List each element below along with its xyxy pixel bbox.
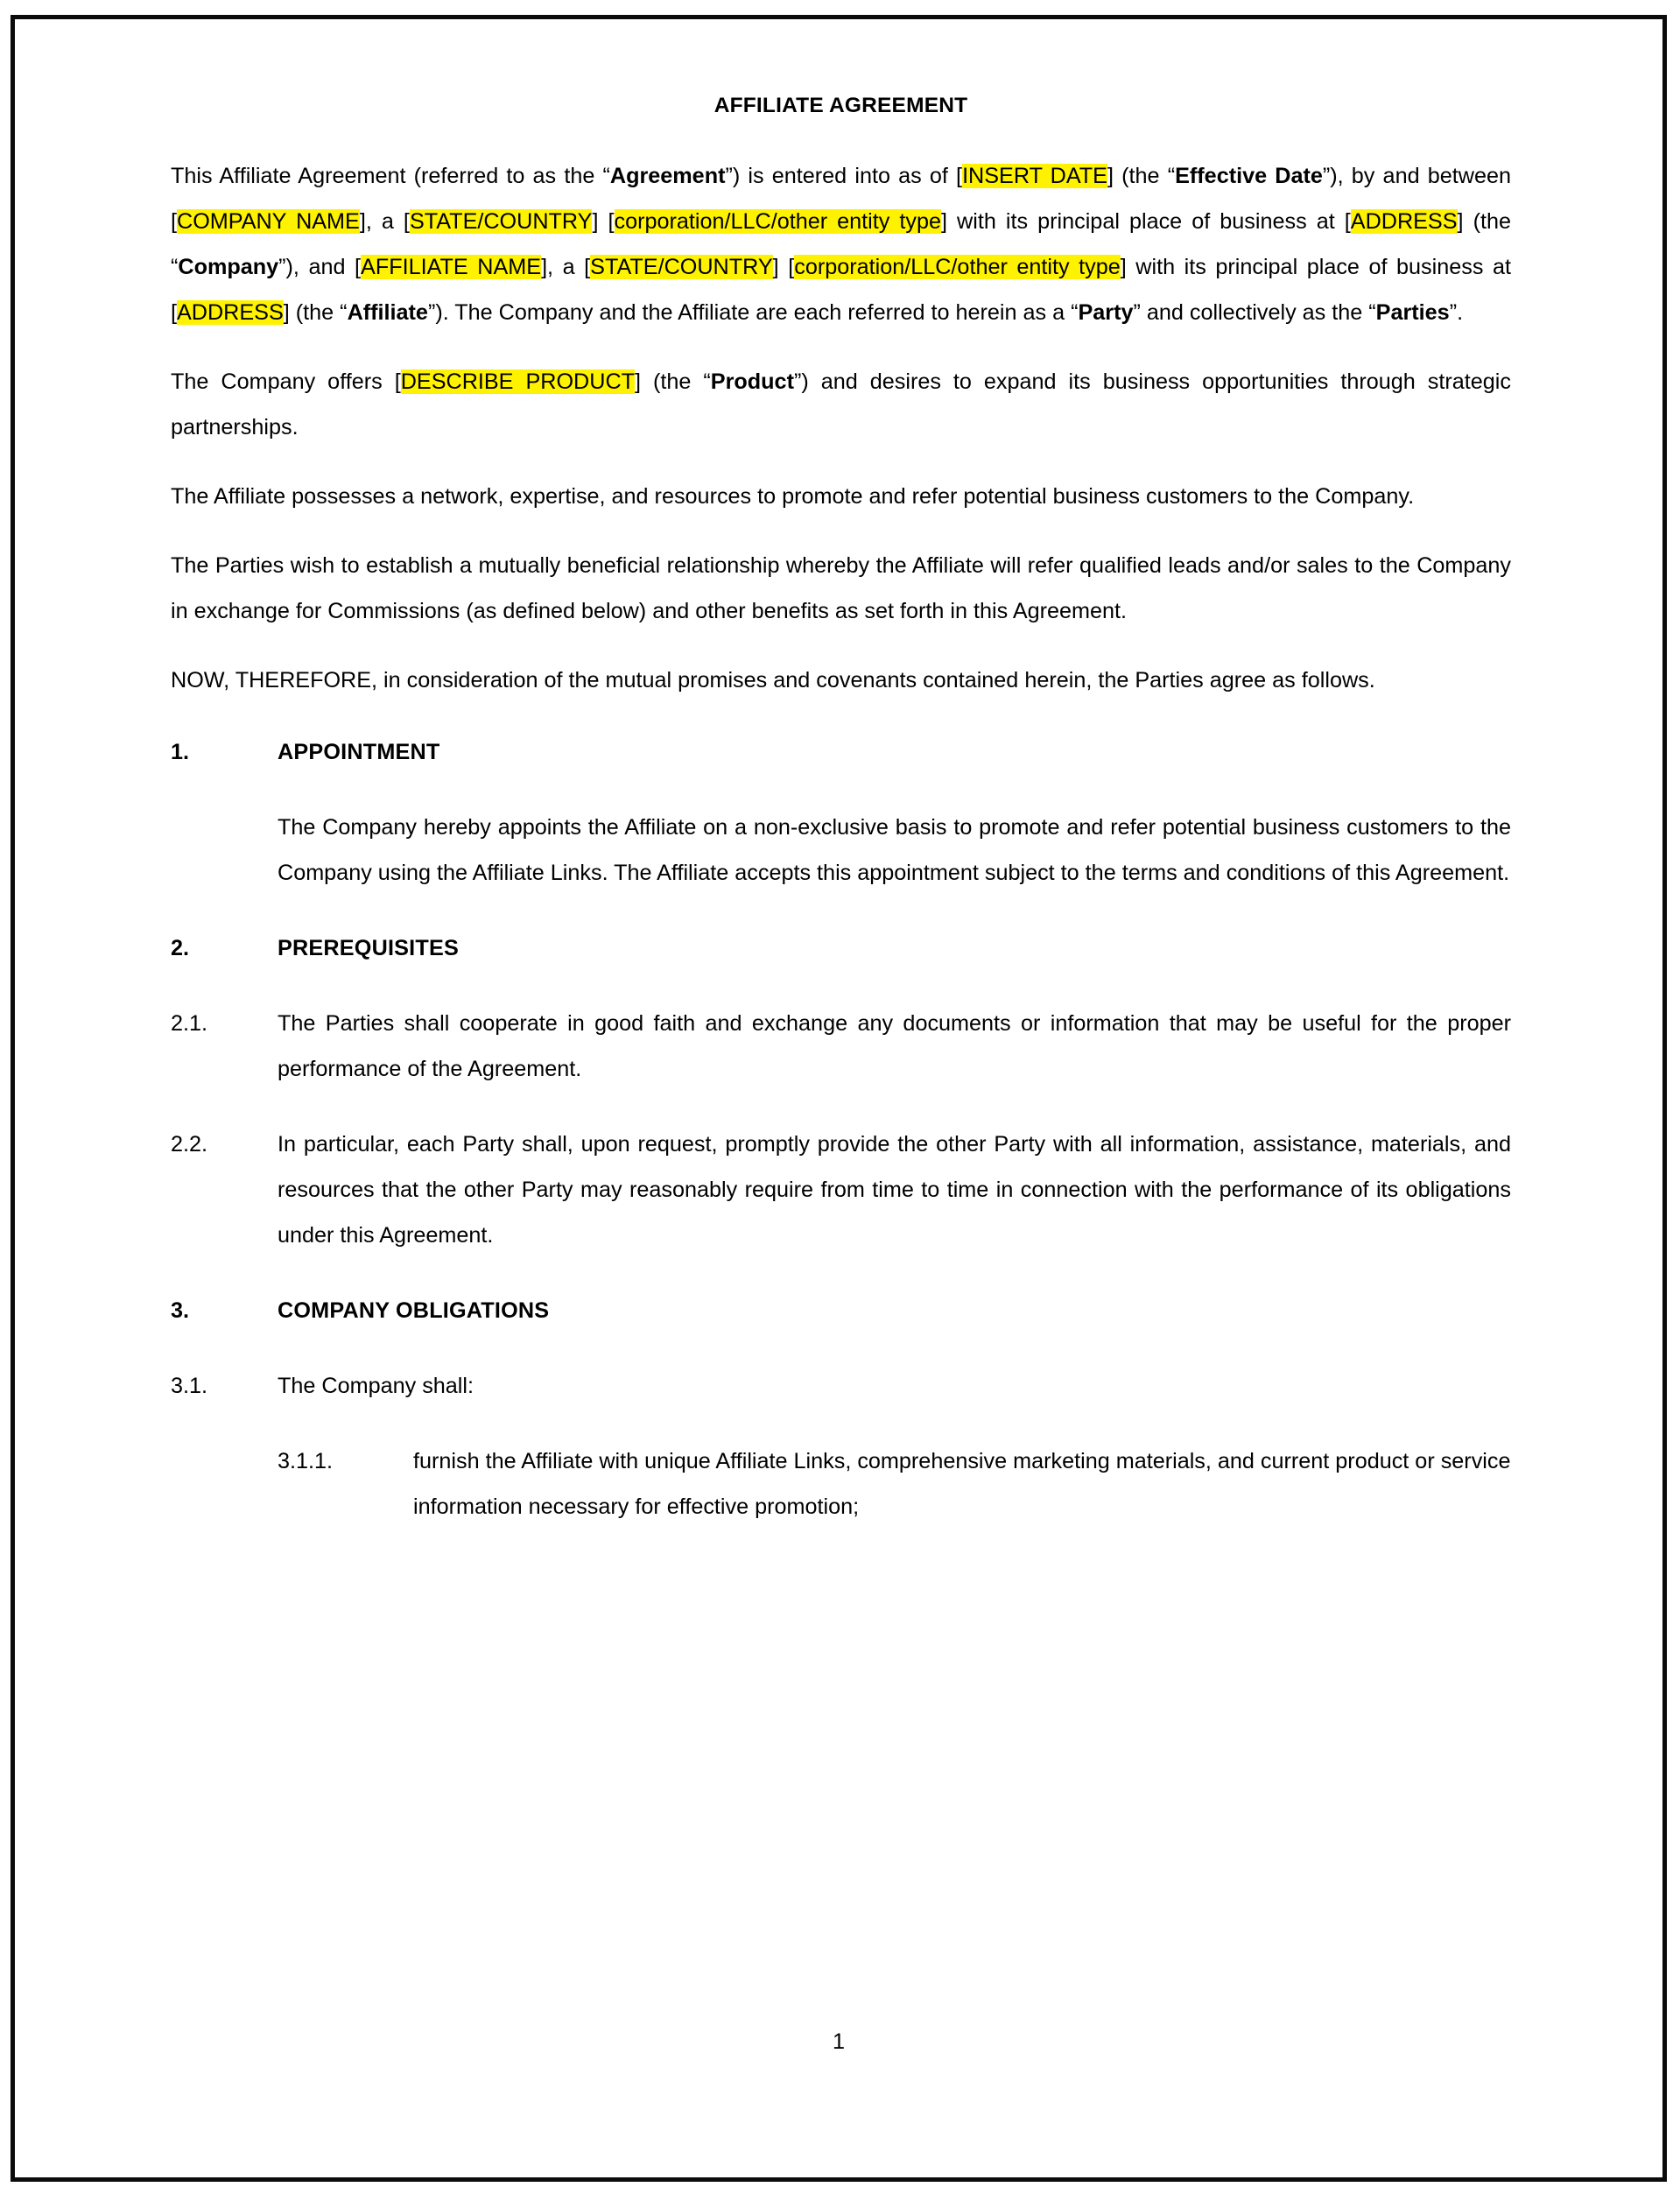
document-page-border (11, 15, 1667, 2182)
clause-text-3-1-1: furnish the Affiliate with unique Affiliate Links, comprehensive marketing materials, and current product or service information necessary for effective promotion; (413, 1449, 1511, 1519)
clause-text-2-1: The Parties shall cooperate in good faith and exchange any documents or information that may be useful for the proper performance of the Agreement. (278, 1011, 1511, 1081)
p1-term-parties: Parties (1375, 300, 1450, 325)
p1-text-9: ”), and [ (278, 255, 362, 279)
p1-term-party: Party (1078, 300, 1134, 325)
section-1-body: The Company hereby appoints the Affiliate on a non-exclusive basis to promote and refer potential business customers to the Company using the Affiliate Links. The Affiliate accepts this appointment subject to the terms and conditions of this Agreement. (278, 815, 1511, 885)
preamble-paragraph-2 (171, 359, 1511, 450)
p1-text-3: ] (the “ (1107, 164, 1176, 188)
clause-text-3-1: The Company shall: (278, 1374, 474, 1398)
p1-text-12: ] with its principal place of business at [ (171, 255, 1511, 325)
p1-term-agreement: Agreement (609, 164, 726, 188)
p1-text-8: ] (the “ (171, 209, 1511, 279)
section-title-3: COMPANY OBLIGATIONS (278, 1298, 550, 1323)
clause-2-2 (171, 1122, 1511, 1258)
p1-text-6: ] [ (592, 209, 615, 234)
p1-text-16: ”. (1449, 300, 1464, 325)
p1-text-10: ], a [ (541, 255, 591, 279)
clause-3-1-1 (278, 1438, 1511, 1529)
p1-text-7: ] with its principal place of business at [ (941, 209, 1351, 234)
placeholder-describe-product: DESCRIBE PRODUCT (400, 369, 636, 394)
placeholder-insert-date: INSERT DATE (962, 164, 1107, 188)
placeholder-company-name: COMPANY NAME (177, 209, 360, 234)
p2-text-2: ] (the “ (635, 369, 711, 394)
preamble-paragraph-5: NOW, THEREFORE, in consideration of the mutual promises and covenants contained herein, the Parties agree as follows. (171, 668, 1375, 693)
preamble-paragraph-4: The Parties wish to establish a mutually beneficial relationship whereby the Affiliate will refer qualified leads and/or sales to the Company in exchange for Commissions (as defined below) and other benefits as set forth in this Agreement. (171, 553, 1511, 623)
placeholder-affiliate-state-country: STATE/COUNTRY (590, 255, 773, 279)
placeholder-company-entity-type: corporation/LLC/other entity type (614, 209, 942, 234)
clause-number-2-2: 2.2. (171, 1132, 208, 1157)
section-heading-1 (171, 729, 1511, 775)
document-body (171, 94, 1511, 1529)
section-number-1: 1. (171, 740, 190, 764)
document-title: AFFILIATE AGREEMENT (713, 94, 968, 117)
clause-number-2-1: 2.1. (171, 1011, 208, 1036)
clause-3-1 (171, 1363, 1511, 1409)
clause-text-2-2: In particular, each Party shall, upon request, promptly provide the other Party with all information, assistance, materials, and resources that the other Party may reasonably require from time to time in connection with the performance of its obligations under this Agreement. (278, 1132, 1511, 1248)
section-number-3: 3. (171, 1298, 190, 1323)
p1-text-13: ] (the “ (283, 300, 348, 325)
section-number-2: 2. (171, 936, 190, 960)
p1-text-4: ”), by and between [ (171, 164, 1511, 234)
placeholder-affiliate-address: ADDRESS (177, 300, 284, 325)
placeholder-company-state-country: STATE/COUNTRY (409, 209, 593, 234)
p2-text-3: ”) and desires to expand its business opportunities through strategic partnerships. (171, 369, 1511, 439)
p1-text-5: ], a [ (359, 209, 410, 234)
p1-term-affiliate: Affiliate (347, 300, 428, 325)
placeholder-company-address: ADDRESS (1350, 209, 1458, 234)
page-number: 1 (832, 2029, 845, 2054)
section-heading-3 (171, 1288, 1511, 1333)
placeholder-affiliate-name: AFFILIATE NAME (361, 255, 542, 279)
section-title-1: APPOINTMENT (278, 740, 440, 764)
p1-text-15: ” and collectively as the “ (1133, 300, 1376, 325)
clause-number-3-1: 3.1. (171, 1374, 208, 1398)
p1-text-11: ] [ (772, 255, 795, 279)
p2-text-1: The Company offers [ (171, 369, 401, 394)
p1-text-2: ”) is entered into as of [ (725, 164, 963, 188)
clause-2-1 (171, 1001, 1511, 1092)
placeholder-affiliate-entity-type: corporation/LLC/other entity type (794, 255, 1121, 279)
p1-text-1: This Affiliate Agreement (referred to as the “ (171, 164, 610, 188)
section-title-2: PREREQUISITES (278, 936, 459, 960)
p1-text-14: ”). The Company and the Affiliate are each referred to herein as a “ (427, 300, 1079, 325)
p2-term-product: Product (710, 369, 794, 394)
document-page (15, 19, 1662, 2177)
preamble-paragraph-3: The Affiliate possesses a network, expertise, and resources to promote and refer potential business customers to the Company. (171, 484, 1415, 509)
preamble-paragraph-1 (171, 153, 1511, 335)
section-heading-2 (171, 925, 1511, 971)
clause-number-3-1-1: 3.1.1. (278, 1449, 334, 1473)
p1-term-company: Company (178, 255, 279, 279)
p1-term-effective-date: Effective Date (1175, 164, 1323, 188)
